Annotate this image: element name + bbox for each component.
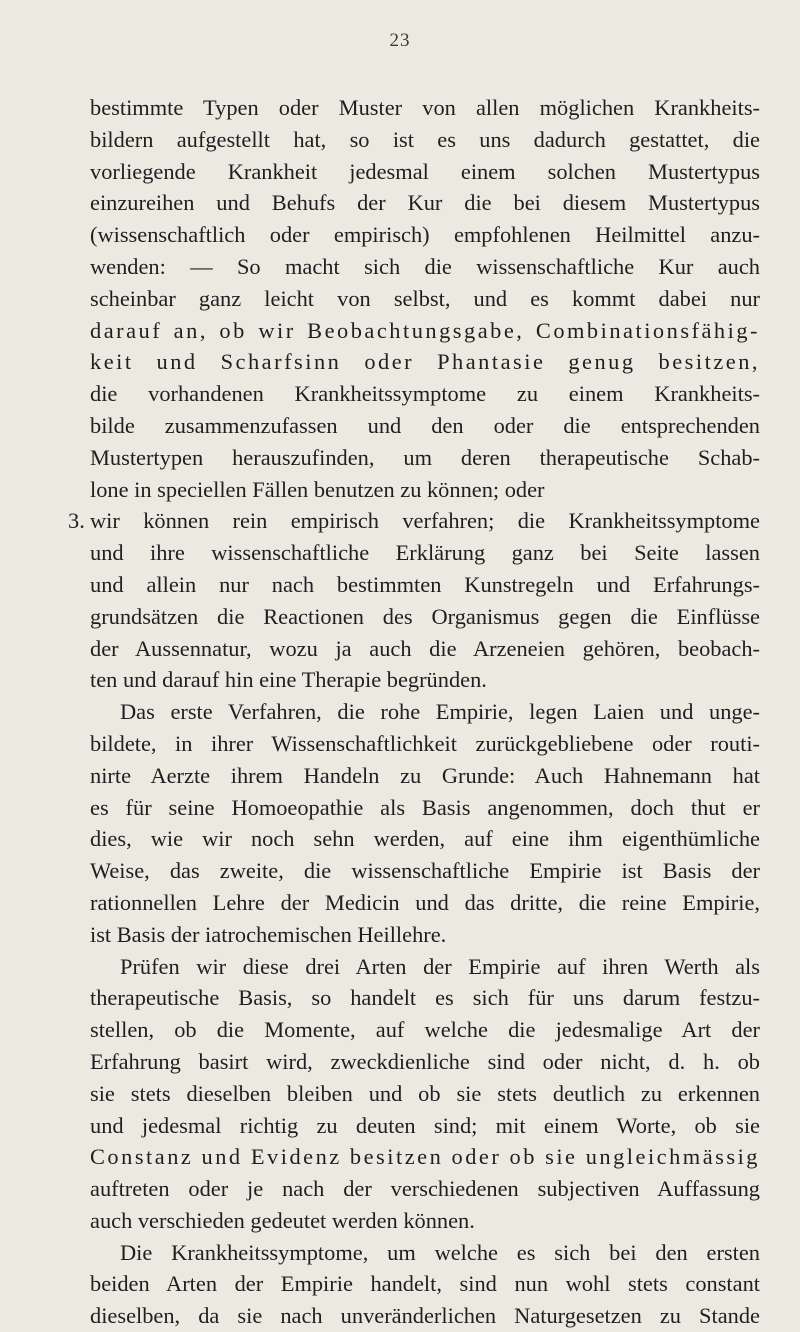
text-line: auftreten oder je nach der verschiedenen subjectiven Auffassung [90,1176,760,1202]
paragraph-start: Das erste Verfahren, die rohe Empirie, legen Laien und unge- [120,699,760,725]
text-line: ten und darauf hin eine Therapie begründen. [90,667,487,693]
text-line: darauf an, ob wir Beobachtungsgabe, Combinationsfähig- [90,317,760,343]
text-line: bestimmte Typen oder Muster von allen möglichen Krankheits- [90,95,760,120]
text-line: grundsätzen die Reactionen des Organismus gegen die Einflüsse [90,603,760,629]
text-line: sie stets dieselben bleiben und ob sie stets deutlich zu erkennen [90,1080,760,1106]
text-line: vorliegende Krankheit jedesmal einem solchen Mustertypus [90,158,760,184]
text-line: keit und Scharfsinn oder Phantasie genug besitzen, [90,349,760,375]
text-line: Erfahrung basirt wird, zweckdienliche sind oder nicht, d. h. ob [90,1048,760,1074]
text-line: wenden: — So macht sich die wissenschaftliche Kur auch [90,253,760,279]
text-line: dieselben, da sie nach unveränderlichen Naturgesetzen zu Stande [90,1303,760,1329]
text-line: Mustertypen herauszufinden, um deren therapeutische Schab- [90,444,760,470]
list-marker: 3. [68,508,85,534]
text-line: es für seine Homoeopathie als Basis angenommen, doch thut er [90,794,760,820]
text-line: die vorhandenen Krankheitssymptome zu einem Krankheits- [90,381,760,407]
text-line: rationnellen Lehre der Medicin und das dritte, die reine Empirie, [90,889,760,915]
text-line: Constanz und Evidenz besitzen oder ob sie ungleichmässig [90,1144,760,1170]
text-line: Weise, das zweite, die wissenschaftliche Empirie ist Basis der [90,858,760,884]
text-line: dies, wie wir noch sehn werden, auf eine ihm eigenthümliche [90,826,760,852]
text-line: und allein nur nach bestimmten Kunstregeln und Erfahrungs- [90,571,760,597]
text-line: der Aussennatur, wozu ja auch die Arzeneien gehören, beobach- [90,635,760,661]
text-line: scheinbar ganz leicht von selbst, und es kommt dabei nur [90,285,760,311]
paragraph-start: Die Krankheitssymptome, um welche es sich bei den ersten [120,1239,760,1265]
body-text [68,92,760,1332]
paragraph-start: Prüfen wir diese drei Arten der Empirie auf ihren Werth als [120,953,760,979]
text-line: und jedesmal richtig zu deuten sind; mit einem Worte, ob sie [90,1112,760,1138]
text-line: (wissenschaftlich oder empirisch) empfohlenen Heilmittel anzu- [90,222,760,248]
text-line: stellen, ob die Momente, auf welche die jedesmalige Art der [90,1017,760,1043]
text-line: bildete, in ihrer Wissenschaftlichkeit zurückgebliebene oder routi- [90,730,760,756]
text-line: bildern aufgestellt hat, so ist es uns dadurch gestattet, die [90,126,760,152]
text-line: beiden Arten der Empirie handelt, sind nun wohl stets constant [90,1271,760,1297]
text-line: auch verschieden gedeutet werden können. [90,1207,475,1233]
text-line: einzureihen und Behufs der Kur die bei diesem Mustertypus [90,190,760,216]
text-line: therapeutische Basis, so handelt es sich für uns darum festzu- [90,985,760,1011]
text-line: bilde zusammenzufassen und den oder die entsprechenden [90,412,760,438]
text-line: wir können rein empirisch verfahren; die Krankheitssymptome [90,508,760,534]
text-line: nirte Aerzte ihrem Handeln zu Grunde: Auch Hahnemann hat [90,762,760,788]
text-line: und ihre wissenschaftliche Erklärung ganz bei Seite lassen [90,540,760,566]
page-number: 23 [389,30,411,51]
list-item-3 [68,505,760,696]
text-line: lone in speciellen Fällen benutzen zu können; oder [90,476,545,502]
text-line: ist Basis der iatrochemischen Heillehre. [90,921,447,947]
